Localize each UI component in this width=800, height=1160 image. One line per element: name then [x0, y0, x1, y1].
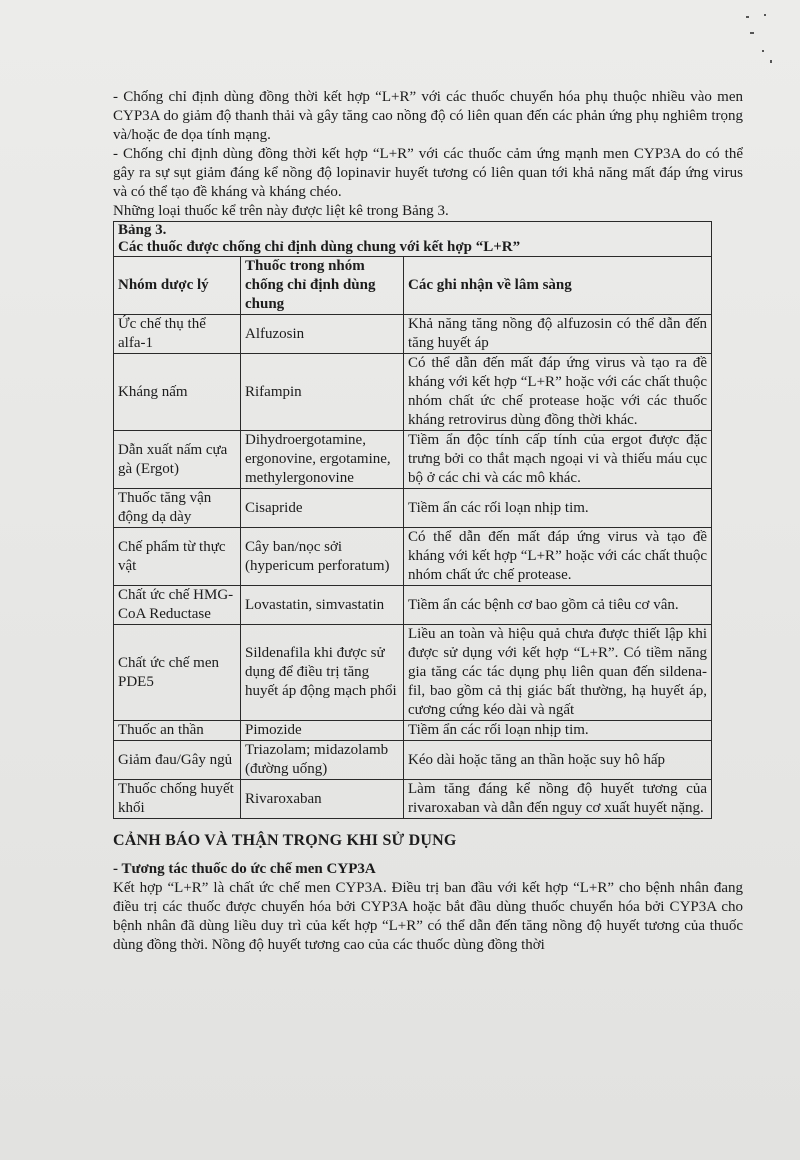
cell-group: Ức chế thụ thể alfa-1	[114, 315, 241, 354]
table-row	[114, 721, 712, 741]
table-row	[114, 431, 712, 489]
table-row	[114, 586, 712, 625]
section-subheading: - Tương tác thuốc do ức chế men CYP3A	[113, 861, 376, 877]
scan-marks	[742, 12, 782, 72]
cell-note: Có thể dẫn đến mất đáp ứng virus và tạo đề kháng với kết hợp “L+R” hoặc với các chất thuộc nhóm chất ức chế protease.	[404, 528, 712, 586]
cell-drug: Triazolam; midazolamb (đường uống)	[241, 741, 404, 780]
table-row	[114, 489, 712, 528]
table-row	[114, 528, 712, 586]
table-row	[114, 625, 712, 721]
cell-drug: Pimozide	[241, 721, 404, 741]
cell-group: Kháng nấm	[114, 354, 241, 431]
table-caption	[114, 222, 712, 257]
cell-drug: Cisapride	[241, 489, 404, 528]
cell-drug: Alfuzosin	[241, 315, 404, 354]
cell-note: Làm tăng đáng kể nồng độ huyết tương của rivaroxaban và dẫn đến nguy cơ xuất huyết nặng.	[404, 780, 712, 819]
cell-group: Giảm đau/Gây ngủ	[114, 741, 241, 780]
cell-note: Tiềm ẩn các rối loạn nhịp tim.	[404, 721, 712, 741]
table-reference-text: Những loại thuốc kể trên này được liệt kê trong Bảng 3.	[113, 203, 449, 219]
section-heading: CẢNH BÁO VÀ THẬN TRỌNG KHI SỬ DỤNG	[113, 832, 457, 849]
header-drug: Thuốc trong nhóm chống chỉ định dùng chung	[241, 257, 404, 315]
cell-note: Khả năng tăng nồng độ alfuzosin có thể dẫn đến tăng huyết áp	[404, 315, 712, 354]
cell-group: Chất ức chế men PDE5	[114, 625, 241, 721]
cell-group: Thuốc an thần	[114, 721, 241, 741]
table-row	[114, 315, 712, 354]
header-group: Nhóm dược lý	[114, 257, 241, 315]
contraindication-paragraph-2: - Chống chỉ định dùng đồng thời kết hợp “L+R” với các thuốc cảm ứng mạnh men CYP3A do có thể gây ra sự sụt giảm đáng kể nồng độ lopinavir huyết tương có liên quan tới khả năng mất đáp ứng virus và có thể tạo đề kháng và kháng chéo.	[113, 146, 743, 200]
table-row	[114, 741, 712, 780]
cell-drug: Rivaroxaban	[241, 780, 404, 819]
contraindicated-drugs-table	[113, 221, 712, 819]
cell-note: Tiềm ẩn các bệnh cơ bao gồm cả tiêu cơ vân.	[404, 586, 712, 625]
cell-note: Có thể dẫn đến mất đáp ứng virus và tạo ra đề kháng với kết hợp “L+R” hoặc với các chất thuộc nhóm chất ức chế protease hoặc với các thuốc kháng retrovirus dùng đồng thời khác.	[404, 354, 712, 431]
cell-group: Thuốc tăng vận động dạ dày	[114, 489, 241, 528]
cell-drug: Rifampin	[241, 354, 404, 431]
table-row	[114, 354, 712, 431]
table-header-row	[114, 257, 712, 315]
table-row	[114, 780, 712, 819]
table-caption-number: Bảng 3.	[118, 222, 167, 238]
header-note: Các ghi nhận về lâm sàng	[404, 257, 712, 315]
section-body: Kết hợp “L+R” là chất ức chế men CYP3A. Điều trị ban đầu với kết hợp “L+R” cho bệnh nhân đang điều trị các thuốc được chuyển hóa bởi CYP3A hoặc bắt đầu dùng thuốc chuyển hóa bởi CYP3A cho bệnh nhân đã dùng liều duy trì của kết hợp “L+R” có thể dẫn đến tăng nồng độ huyết tương của thuốc dùng đồng thời. Nồng độ huyết tương cao của các thuốc dùng đồng thời	[113, 880, 743, 953]
cell-group: Chế phẩm từ thực vật	[114, 528, 241, 586]
cell-note: Tiềm ẩn độc tính cấp tính của ergot được đặc trưng bởi co thắt mạch ngoại vi và thiếu máu cục bộ ở các chi và các mô khác.	[404, 431, 712, 489]
cell-drug: Sildenafila khi được sử dụng để điều trị tăng huyết áp động mạch phổi	[241, 625, 404, 721]
cell-drug: Lovastatin, simvastatin	[241, 586, 404, 625]
cell-drug: Dihydroergotamine, ergonovine, ergotamine, methylergonovine	[241, 431, 404, 489]
cell-group: Thuốc chống huyết khối	[114, 780, 241, 819]
cell-drug: Cây ban/nọc sởi (hypericum perforatum)	[241, 528, 404, 586]
contraindication-paragraph-1: - Chống chỉ định dùng đồng thời kết hợp “L+R” với các thuốc chuyển hóa phụ thuộc nhiều vào men CYP3A do giảm độ thanh thải và gây tăng cao nồng độ có liên quan đến các phản ứng phụ nghiêm trọng và/hoặc đe dọa tính mạng.	[113, 89, 743, 143]
table-caption-title: Các thuốc được chống chỉ định dùng chung với kết hợp “L+R”	[118, 239, 521, 255]
cell-note: Liều an toàn và hiệu quả chưa được thiết lập khi được sử dụng với kết hợp “L+R”. Có tiềm năng gia tăng các tác dụng phụ liên quan đến sildena-fil, bao gồm cả thị giác bất thường, hạ huyết áp, cương cứng kéo dài và ngất	[404, 625, 712, 721]
document-content	[113, 88, 743, 955]
cell-group: Chất ức chế HMG-CoA Reductase	[114, 586, 241, 625]
cell-note: Tiềm ẩn các rối loạn nhịp tim.	[404, 489, 712, 528]
cell-note: Kéo dài hoặc tăng an thần hoặc suy hô hấp	[404, 741, 712, 780]
cell-group: Dẫn xuất nấm cựa gà (Ergot)	[114, 431, 241, 489]
